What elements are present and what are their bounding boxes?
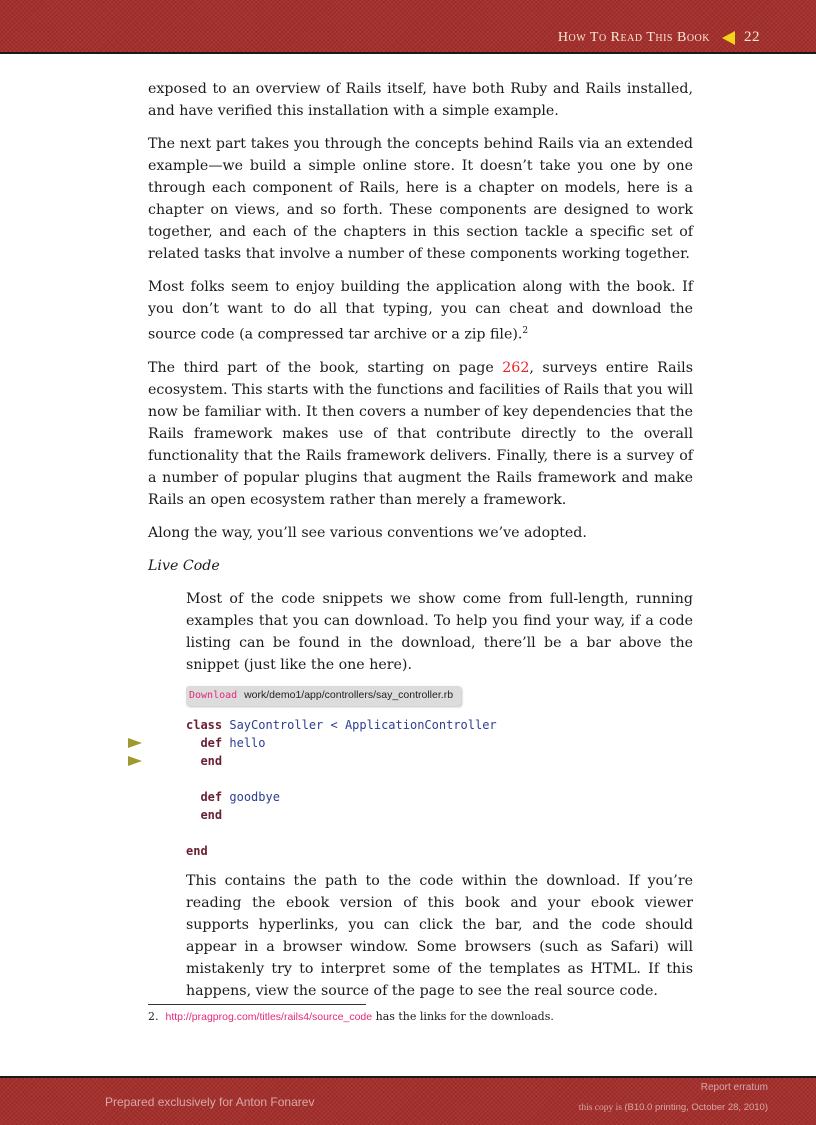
paragraph: This contains the path to the code within the download. If you’re reading the ebook version of this book and your ebook viewer supports hyperlinks, you can click the bar, and the code should appear in a browser window. Some browsers (such as Safari) will mistakenly try to interpret some of the templates as HTML. If this happens, view the source of the page to see the real source code. — [186, 872, 693, 999]
paragraph-text: Most folks seem to enjoy building the application along with the book. If you don’t want to do all that typing, you can cheat and download the source code (a compressed tar archive or a zip file). — [148, 279, 693, 343]
running-head — [558, 29, 760, 46]
copy-prefix: this copy is — [578, 1103, 625, 1113]
code-line: end — [186, 843, 208, 858]
footnote-text: has the links for the downloads. — [372, 1009, 554, 1023]
paragraph — [148, 276, 693, 346]
highlight-arrow-icon — [128, 756, 142, 766]
footnote-number: 2. — [148, 1009, 159, 1023]
download-bar[interactable] — [186, 686, 461, 706]
copy-info — [579, 1102, 768, 1113]
live-code-section — [186, 588, 693, 1002]
page-number: 22 — [744, 29, 760, 45]
prepared-for-text: Prepared exclusively for Anton Fonarev — [105, 1095, 315, 1109]
left-triangle-icon — [722, 31, 735, 45]
paragraph: exposed to an overview of Rails itself, have both Ruby and Rails installed, and have verified this installation with a simple example. — [148, 81, 693, 119]
paragraph: The next part takes you through the concepts behind Rails via an extended example—we build a simple online store. It doesn’t take you one by one through each component of Rails, here is a chapter on models, here is a chapter on views, and so forth. These components are designed to work together, and each of the chapters in this section tackle a specific set of related tasks that involve a number of these components working together. — [148, 136, 693, 262]
code-line: end — [186, 752, 693, 770]
paragraph: Along the way, you’ll see various conventions we’ve adopted. — [148, 524, 587, 541]
footnote-divider — [148, 1004, 366, 1005]
top-header-band — [0, 0, 816, 54]
printing-info: (B10.0 printing, October 28, 2010) — [624, 1102, 768, 1113]
report-erratum-link[interactable]: Report erratum — [700, 1082, 768, 1093]
live-code-heading: Live Code — [148, 557, 220, 574]
paragraph: Most of the code snippets we show come from full-length, running examples that you can download. To help you find your way, if a code listing can be found in the download, there’ll be a bar above the snippet (just like the one here). — [186, 590, 693, 673]
code-line: def goodbye — [200, 789, 280, 804]
download-label: Download — [189, 689, 238, 701]
code-line: end — [200, 807, 223, 822]
code-line: def hello — [186, 734, 693, 752]
paragraph — [148, 357, 693, 511]
paragraph-text: , surveys entire Rails ecosystem. This starts with the functions and facilities of Rails that you will now be familiar with. It then covers a number of key dependencies that the Rails framework makes use of that contribute directly to the overall functionality that the Rails framework delivers. Finally, there is a survey of a number of popular plugins that augment the Rails framework and make Rails an open ecosystem rather than merely a framework. — [148, 359, 693, 508]
bottom-footer-band — [0, 1076, 816, 1125]
page-content — [148, 78, 693, 1025]
code-line — [186, 770, 693, 788]
code-listing — [186, 716, 693, 860]
paragraph-text: The third part of the book, starting on page — [148, 359, 503, 376]
footnote-url-link[interactable]: http://pragprog.com/titles/rails4/source_code — [165, 1010, 373, 1023]
code-line: class SayController < ApplicationController — [186, 717, 497, 732]
footnote — [148, 1009, 693, 1025]
running-title: How To Read This Book — [557, 29, 710, 45]
highlight-arrow-icon — [128, 738, 142, 748]
page-reference-link[interactable]: 262 — [502, 359, 530, 376]
code-line — [186, 824, 693, 842]
footnote-marker[interactable]: 2 — [522, 326, 529, 336]
download-path: work/demo1/app/controllers/say_controller.rb — [244, 688, 454, 701]
